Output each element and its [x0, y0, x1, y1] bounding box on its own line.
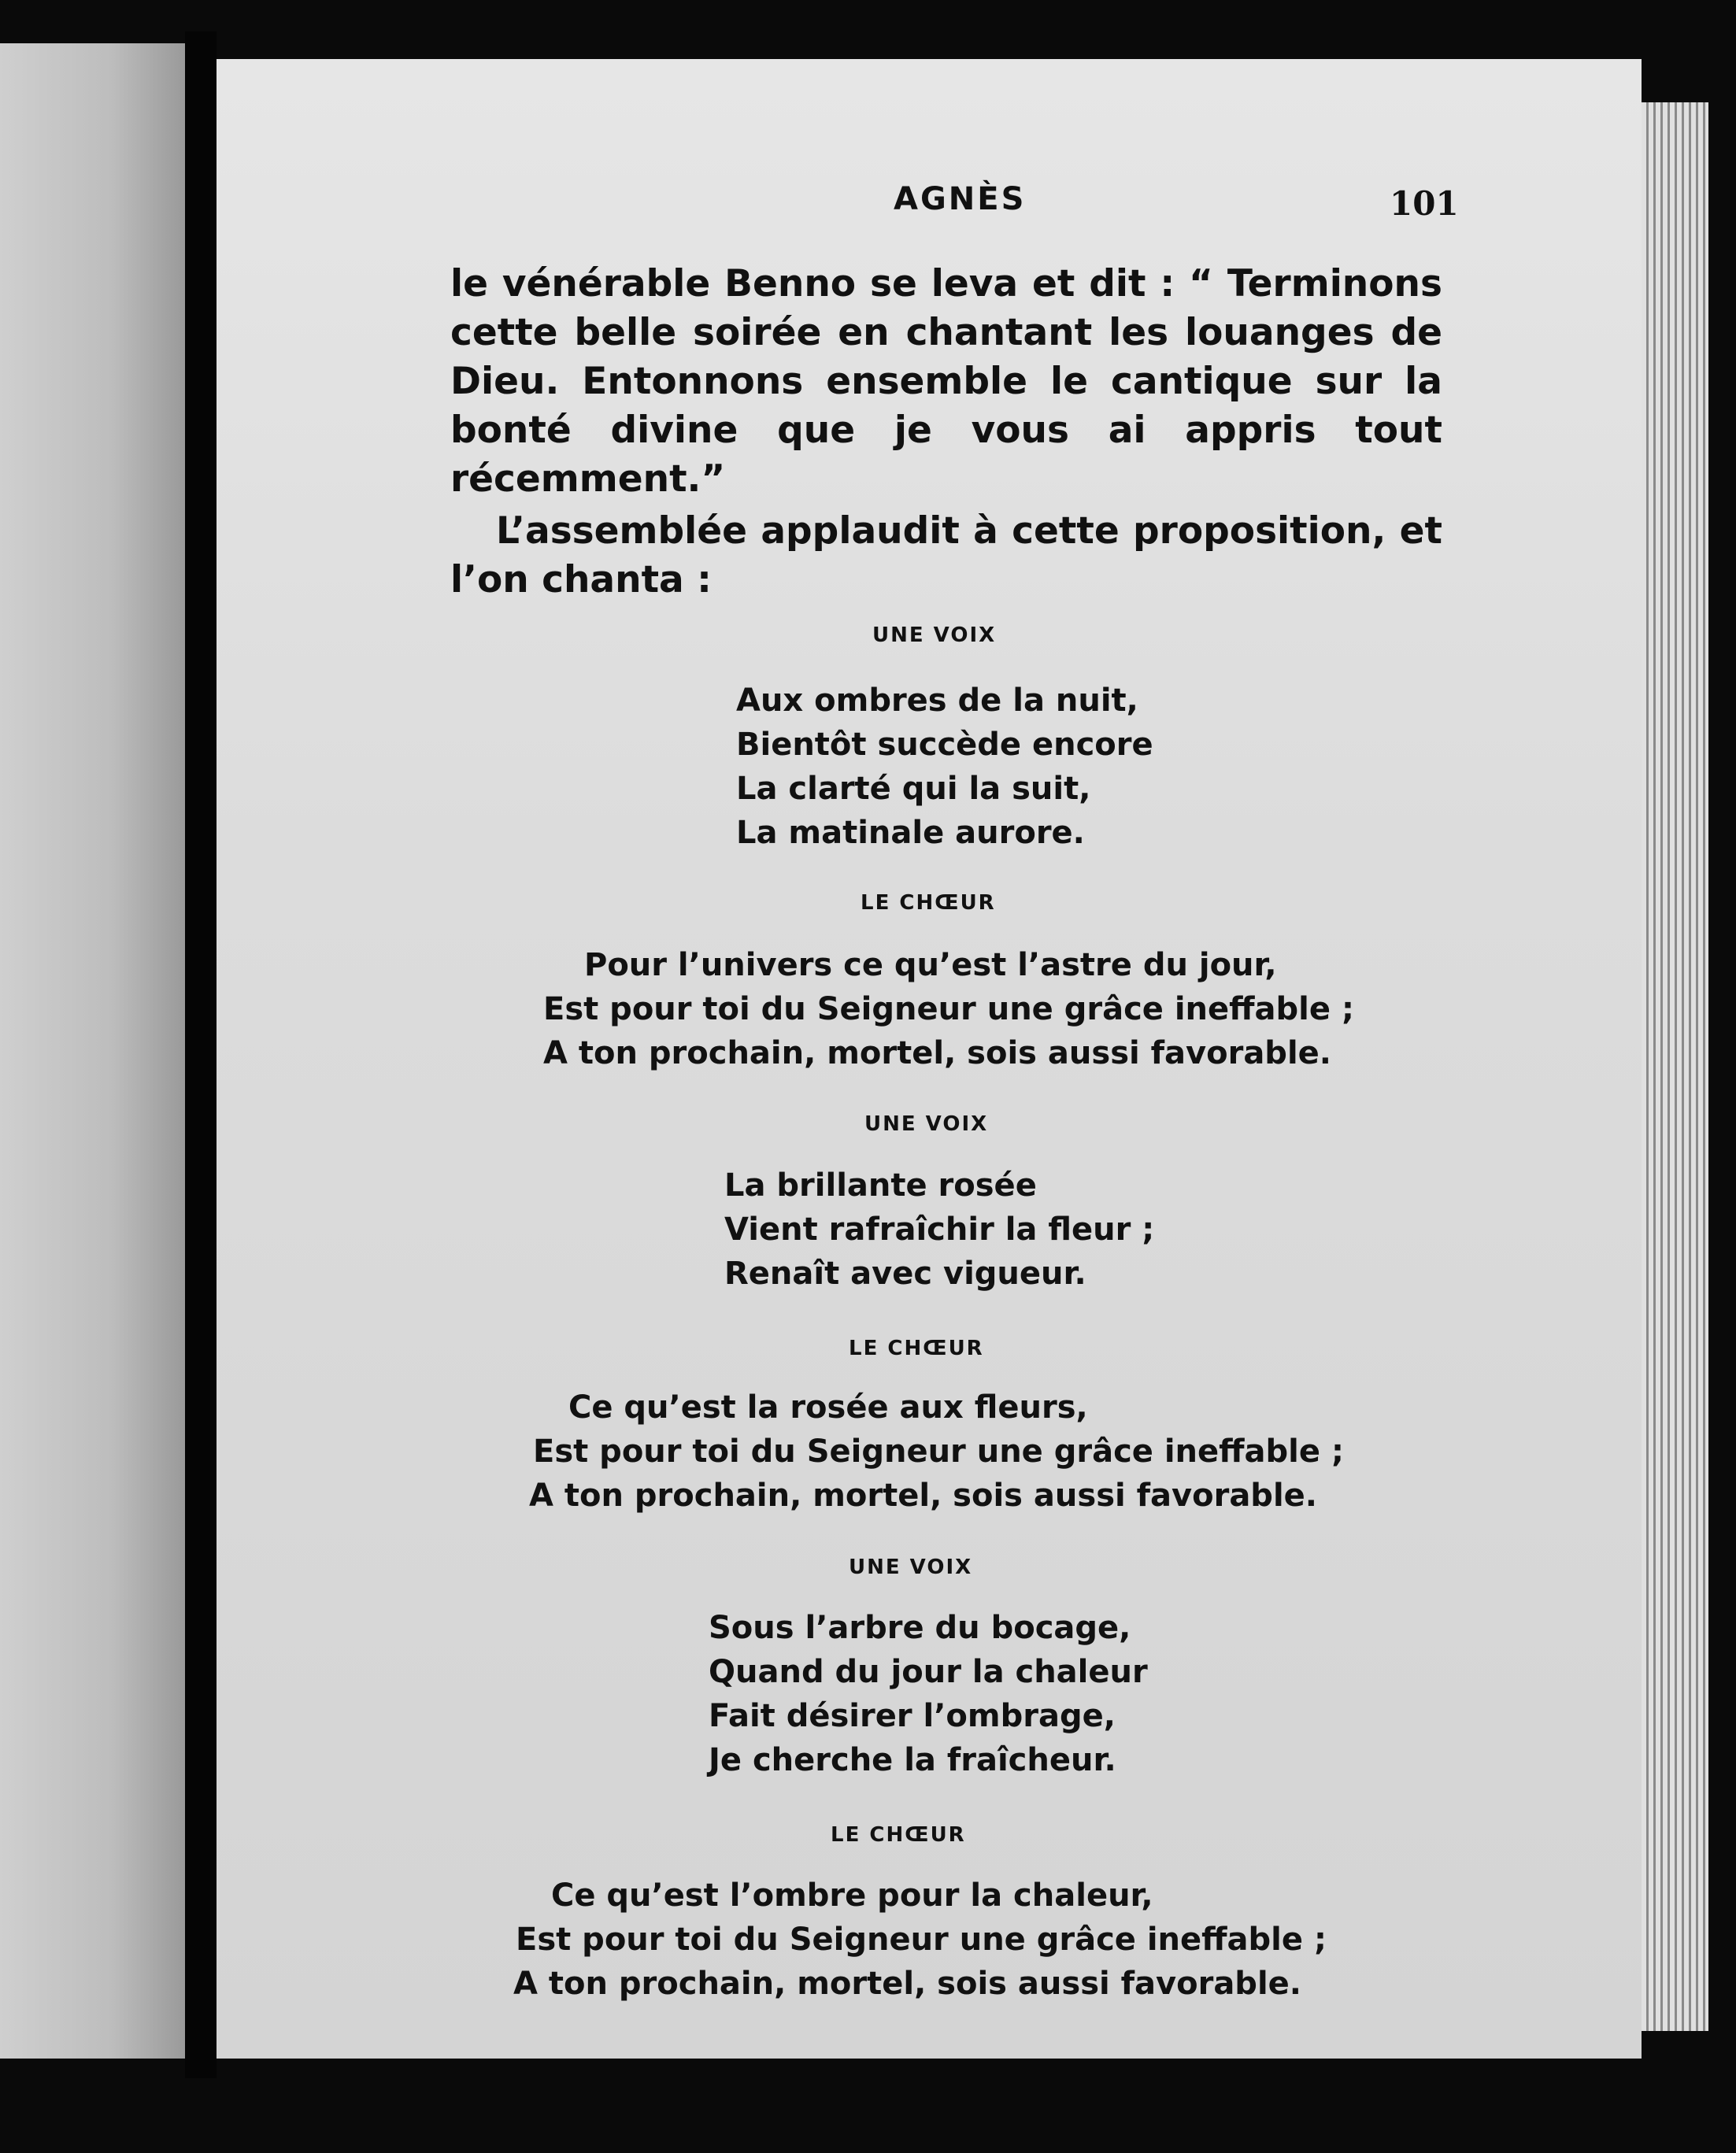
running-title: AGNÈS: [894, 181, 1027, 217]
verse-line: La clarté qui la suit,: [736, 771, 1091, 807]
speaker-label: UNE VOIX: [849, 1556, 973, 1579]
verse-line: La matinale aurore.: [736, 815, 1085, 851]
verse-line: Est pour toi du Seigneur une grâce ineffable ;: [533, 1433, 1344, 1470]
speaker-label: UNE VOIX: [864, 1112, 989, 1136]
verse-line: Est pour toi du Seigneur une grâce ineffable ;: [543, 991, 1354, 1027]
verse-line: Quand du jour la chaleur: [709, 1654, 1148, 1690]
verse-line: A ton prochain, mortel, sois aussi favorable.: [529, 1478, 1317, 1514]
page-edges: [1642, 102, 1708, 2031]
page-number: 101: [1390, 184, 1459, 223]
book-gutter: [185, 31, 217, 2078]
facing-page-edge: [0, 43, 185, 2059]
verse-line: Renaît avec vigueur.: [724, 1256, 1086, 1292]
speaker-label: LE CHŒUR: [861, 891, 996, 915]
verse-line: Ce qu’est la rosée aux fleurs,: [568, 1389, 1088, 1426]
verse-line: Vient rafraîchir la fleur ;: [724, 1212, 1155, 1248]
verse-line: Aux ombres de la nuit,: [736, 683, 1138, 719]
prose-text: [450, 260, 1442, 605]
verse-line: Est pour toi du Seigneur une grâce ineffable ;: [516, 1922, 1327, 1958]
verse-line: Ce qu’est l’ombre pour la chaleur,: [551, 1877, 1153, 1914]
paragraph: le vénérable Benno se leva et dit : “ Terminons cette belle soirée en chantant les louanges de Dieu. Entonnons ensemble le cantique sur la bonté divine que je vous ai appris tout récemment.”: [450, 262, 1442, 501]
verse-line: Sous l’arbre du bocage,: [709, 1610, 1131, 1646]
verse-line: La brillante rosée: [724, 1167, 1037, 1204]
verse-line: A ton prochain, mortel, sois aussi favorable.: [543, 1035, 1331, 1071]
page-header: [217, 181, 1642, 228]
verse-line: Pour l’univers ce qu’est l’astre du jour,: [584, 947, 1277, 983]
paragraph: L’assemblée applaudit à cette proposition, et l’on chanta :: [450, 509, 1442, 601]
speaker-label: LE CHŒUR: [831, 1823, 966, 1847]
verse-line: A ton prochain, mortel, sois aussi favorable.: [513, 1966, 1301, 2002]
verse-line: Bientôt succède encore: [736, 727, 1153, 763]
speaker-label: UNE VOIX: [872, 623, 997, 647]
speaker-label: LE CHŒUR: [849, 1337, 984, 1360]
verse-line: Fait désirer l’ombrage,: [709, 1698, 1116, 1734]
verse-line: Je cherche la fraîcheur.: [709, 1742, 1116, 1778]
